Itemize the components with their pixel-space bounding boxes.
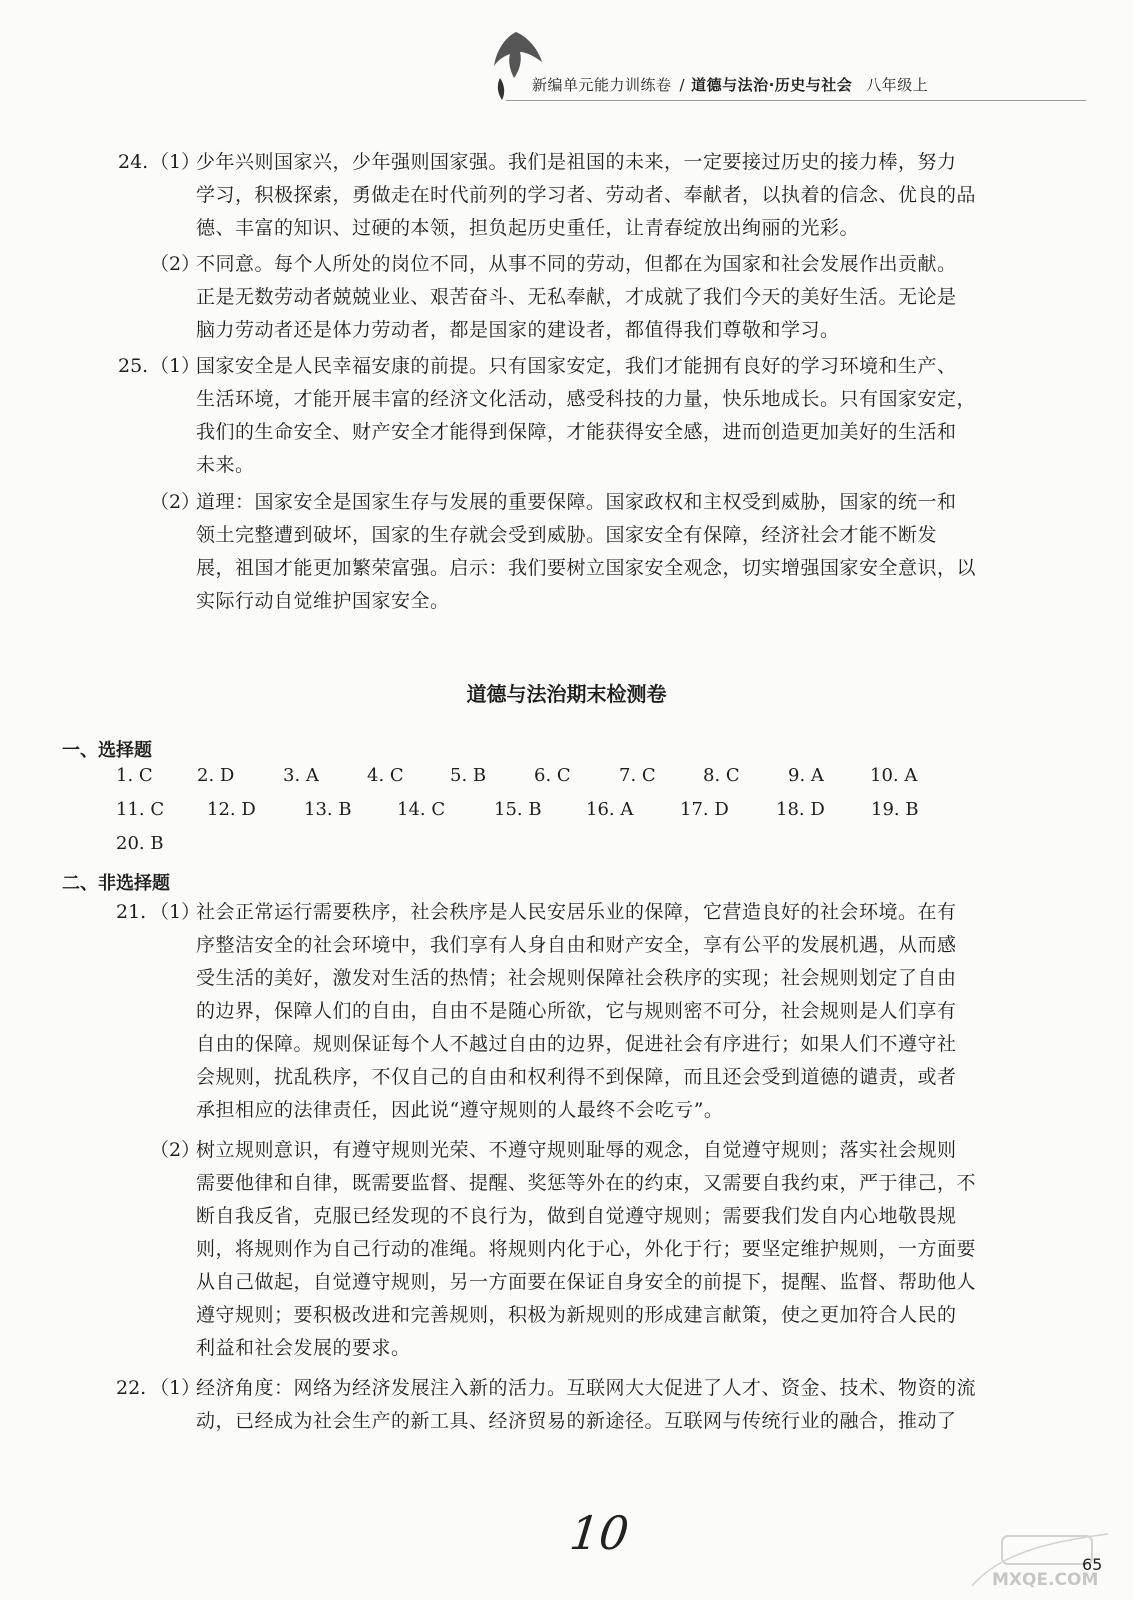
answer-item: 5. B: [450, 765, 487, 786]
text-line: 脑力劳动者还是体力劳动者，都是国家的建设者，都值得我们尊敬和学习。: [196, 319, 840, 341]
text-line: 经济角度：网络为经济发展注入新的活力。互联网大大促进了人才、资金、技术、物资的流: [196, 1377, 977, 1399]
text-line: 生活环境，才能开展丰富的经济文化活动，感受科技的力量，快乐地成长。只有国家安定，: [196, 388, 977, 410]
header-text: [532, 74, 928, 95]
text-line: 道理：国家安全是国家生存与发展的重要保障。国家政权和主权受到威胁，国家的统一和: [196, 491, 957, 513]
exam-title: 道德与法治期末检测卷: [466, 682, 667, 706]
q21-part2-text: [196, 1134, 976, 1365]
text-line: 未来。: [196, 454, 255, 476]
watermark-text: MXQE.COM: [992, 1570, 1099, 1590]
answer-item: 16. A: [586, 799, 634, 820]
page-header: [486, 70, 1086, 100]
q25-part1-text: [196, 350, 976, 482]
answer-item: 7. C: [619, 765, 656, 786]
text-line: 实际行动自觉维护国家安全。: [196, 590, 450, 612]
answer-item: 4. C: [367, 765, 404, 786]
text-line: 领土完整遭到破坏，国家的生存就会受到威胁。国家安全有保障，经济社会才能不断发: [196, 524, 938, 546]
text-line: 承担相应的法律责任，因此说“遵守规则的人最终不会吃亏”。: [196, 1099, 724, 1121]
text-line: 利益和社会发展的要求。: [196, 1337, 411, 1359]
handwritten-mark: 10: [567, 1506, 632, 1560]
question-number-21: 21.: [116, 901, 147, 923]
question-number-25: 25.: [118, 355, 149, 377]
q22-part1-text: [196, 1372, 976, 1438]
text-line: 自由的保障。规则保证每个人不越过自由的边界，促进社会有序进行；如果人们不遵守社: [196, 1033, 957, 1055]
answer-item: 13. B: [304, 799, 352, 820]
answer-item: 18. D: [776, 799, 825, 820]
answer-item: 15. B: [494, 799, 542, 820]
page-number: 65: [1082, 1555, 1103, 1574]
answer-item: 1. C: [116, 765, 153, 786]
text-line: 正是无数劳动者兢兢业业、艰苦奋斗、无私奉献，才成就了我们今天的美好生活。无论是: [196, 286, 957, 308]
text-line: 少年兴则国家兴，少年强则国家强。我们是祖国的未来，一定要接过历史的接力棒，努力: [196, 151, 957, 173]
header-series: 新编单元能力训练卷: [532, 76, 672, 94]
section-nonchoice-title: 二、非选择题: [62, 873, 170, 894]
text-line: 展，祖国才能更加繁荣富强。启示：我们要树立国家安全观念，切实增强国家安全意识，以: [196, 557, 977, 579]
q21-part2-label: （2）: [150, 1139, 201, 1161]
text-line: 则，将规则作为自己行动的准绳。将规则内化于心，外化于行；要坚定维护规则，一方面要: [196, 1238, 977, 1260]
text-line: 断自我反省，克服已经发现的不良行为，做到自觉遵守规则；需要我们发自内心地敬畏规: [196, 1205, 957, 1227]
text-line: 受生活的美好，激发对生活的热情；社会规则保障社会秩序的实现；社会规则划定了自由: [196, 967, 957, 989]
header-grade: 八年级上: [866, 76, 929, 94]
text-line: 我们的生命安全、财产安全才能得到保障，才能获得安全感，进而创造更加美好的生活和: [196, 421, 957, 443]
text-line: 遵守规则；要积极改进和完善规则，积极为新规则的形成建言献策，使之更加符合人民的: [196, 1304, 957, 1326]
text-line: 序整洁安全的社会环境中，我们享有人身自由和财产安全，享有公平的发展机遇，从而感: [196, 934, 957, 956]
text-line: 学习，积极探索，勇做走在时代前列的学习者、劳动者、奉献者，以执着的信念、优良的品: [196, 184, 977, 206]
text-line: 不同意。每个人所处的岗位不同，从事不同的劳动，但都在为国家和社会发展作出贡献。: [196, 253, 957, 275]
section-choice-title: 一、选择题: [62, 740, 152, 761]
header-rule: [506, 100, 1086, 101]
question-number-22: 22.: [116, 1377, 147, 1399]
answer-item: 10. A: [870, 765, 918, 786]
answer-item: 2. D: [197, 765, 235, 786]
answer-item: 17. D: [680, 799, 729, 820]
q25-part2-text: [196, 486, 976, 618]
text-line: 从自己做起，自觉遵守规则，另一方面要在保证自身安全的前提下，提醒、监督、帮助他人: [196, 1271, 977, 1293]
text-line: 树立规则意识，有遵守规则光荣、不遵守规则耻辱的观念，自觉遵守规则；落实社会规则: [196, 1139, 957, 1161]
q24-part2-label: （2）: [150, 253, 201, 275]
answer-item: 19. B: [871, 799, 919, 820]
answer-item: 6. C: [534, 765, 571, 786]
text-line: 动，已经成为社会生产的新工具、经济贸易的新途径。互联网与传统行业的融合，推动了: [196, 1410, 957, 1432]
q22-part1-label: （1）: [150, 1377, 201, 1399]
text-line: 会规则，扰乱秩序，不仅自己的自由和权利得不到保障，而且还会受到道德的谴责，或者: [196, 1066, 957, 1088]
answer-item: 8. C: [703, 765, 740, 786]
text-line: 需要他律和自律，既需要监督、提醒、奖惩等外在的约束，又需要自我约束，严于律己，不: [196, 1172, 977, 1194]
q24-part2-text: [196, 248, 957, 347]
answer-item: 9. A: [788, 765, 824, 786]
q21-part1-text: [196, 896, 957, 1127]
q24-part1-text: [196, 146, 976, 245]
text-line: 国家安全是人民幸福安康的前提。只有国家安定，我们才能拥有良好的学习环境和生产、: [196, 355, 957, 377]
answer-item: 20. B: [116, 833, 164, 854]
q24-part1-label: （1）: [150, 151, 201, 173]
q25-part2-label: （2）: [150, 491, 201, 513]
text-line: 的边界，保障人们的自由，自由不是随心所欲，它与规则密不可分，社会规则是人们享有: [196, 1000, 957, 1022]
q21-part1-label: （1）: [150, 901, 201, 923]
answer-item: 11. C: [116, 799, 165, 820]
q25-part1-label: （1）: [150, 355, 201, 377]
text-line: 德、丰富的知识、过硬的本领，担负起历史重任，让青春绽放出绚丽的光彩。: [196, 217, 860, 239]
answer-item: 12. D: [207, 799, 256, 820]
header-divider: /: [679, 76, 686, 94]
answer-item: 3. A: [283, 765, 319, 786]
question-number-24: 24.: [118, 151, 149, 173]
text-line: 社会正常运行需要秩序，社会秩序是人民安居乐业的保障，它营造良好的社会环境。在有: [196, 901, 957, 923]
header-subject: 道德与法治·历史与社会: [691, 76, 853, 94]
answer-item: 14. C: [397, 799, 446, 820]
